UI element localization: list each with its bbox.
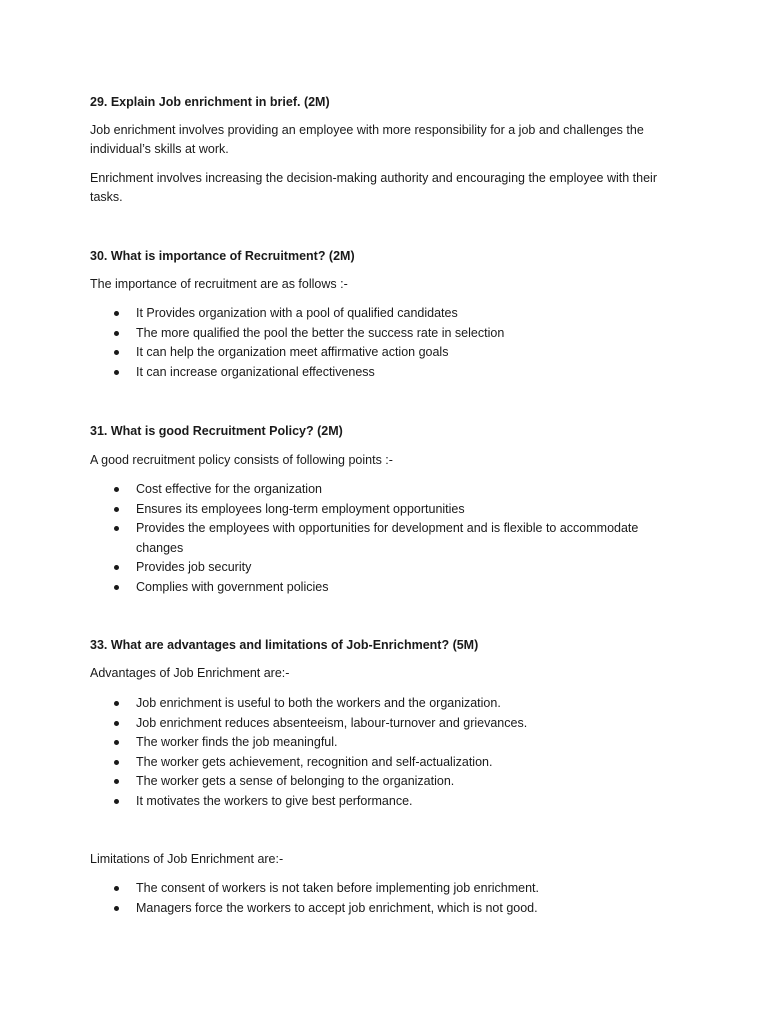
q33-heading: 33. What are advantages and limitations of Job-Enrichment? (5M) <box>90 638 479 652</box>
list-item: The worker gets a sense of belonging to the organization. <box>90 772 690 792</box>
bullet-icon <box>114 799 119 804</box>
list-item: It can help the organization meet affirmative action goals <box>90 343 690 363</box>
q31-heading: 31. What is good Recruitment Policy? (2M) <box>90 424 343 438</box>
list-item: It can increase organizational effectiveness <box>90 363 690 383</box>
bullet-icon <box>114 585 119 590</box>
q29-paragraph-2: Enrichment involves increasing the decision-making authority and encouraging the employee with their tasks. <box>90 171 657 204</box>
q33-advantages-list <box>90 694 690 811</box>
bullet-icon <box>114 779 119 784</box>
bullet-icon <box>114 740 119 745</box>
bullet-icon <box>114 370 119 375</box>
bullet-icon <box>114 507 119 512</box>
q33-limitations-intro: Limitations of Job Enrichment are:- <box>90 852 284 866</box>
q29-paragraph-1: Job enrichment involves providing an employee with more responsibility for a job and challenges the individual’s skills at work. <box>90 123 644 156</box>
list-item: The worker gets achievement, recognition and self-actualization. <box>90 753 690 773</box>
list-item: Managers force the workers to accept job enrichment, which is not good. <box>90 899 690 919</box>
list-item: The worker finds the job meaningful. <box>90 733 690 753</box>
bullet-icon <box>114 311 119 316</box>
q31-intro: A good recruitment policy consists of following points :- <box>90 453 393 467</box>
q33-limitations-list <box>90 879 690 918</box>
bullet-icon <box>114 350 119 355</box>
bullet-icon <box>114 526 119 531</box>
list-item: The more qualified the pool the better the success rate in selection <box>90 324 690 344</box>
q30-bullet-list <box>90 304 690 382</box>
bullet-icon <box>114 487 119 492</box>
list-item: It Provides organization with a pool of qualified candidates <box>90 304 690 324</box>
list-item: Ensures its employees long-term employment opportunities <box>90 500 690 520</box>
list-item: Provides job security <box>90 558 690 578</box>
bullet-icon <box>114 721 119 726</box>
bullet-icon <box>114 906 119 911</box>
bullet-icon <box>114 760 119 765</box>
q30-heading: 30. What is importance of Recruitment? (2M) <box>90 249 355 263</box>
list-item: It motivates the workers to give best performance. <box>90 792 690 812</box>
list-item: The consent of workers is not taken before implementing job enrichment. <box>90 879 690 899</box>
list-item: Complies with government policies <box>90 578 690 598</box>
q30-intro: The importance of recruitment are as follows :- <box>90 277 348 291</box>
q29-heading: 29. Explain Job enrichment in brief. (2M) <box>90 95 330 109</box>
list-item: Provides the employees with opportunities for development and is flexible to accommodate changes <box>90 519 690 558</box>
bullet-icon <box>114 886 119 891</box>
bullet-icon <box>114 701 119 706</box>
list-item: Cost effective for the organization <box>90 480 690 500</box>
bullet-icon <box>114 565 119 570</box>
bullet-icon <box>114 331 119 336</box>
q33-advantages-intro: Advantages of Job Enrichment are:- <box>90 666 290 680</box>
q31-bullet-list <box>90 480 690 597</box>
list-item: Job enrichment is useful to both the workers and the organization. <box>90 694 690 714</box>
list-item: Job enrichment reduces absenteeism, labour-turnover and grievances. <box>90 714 690 734</box>
